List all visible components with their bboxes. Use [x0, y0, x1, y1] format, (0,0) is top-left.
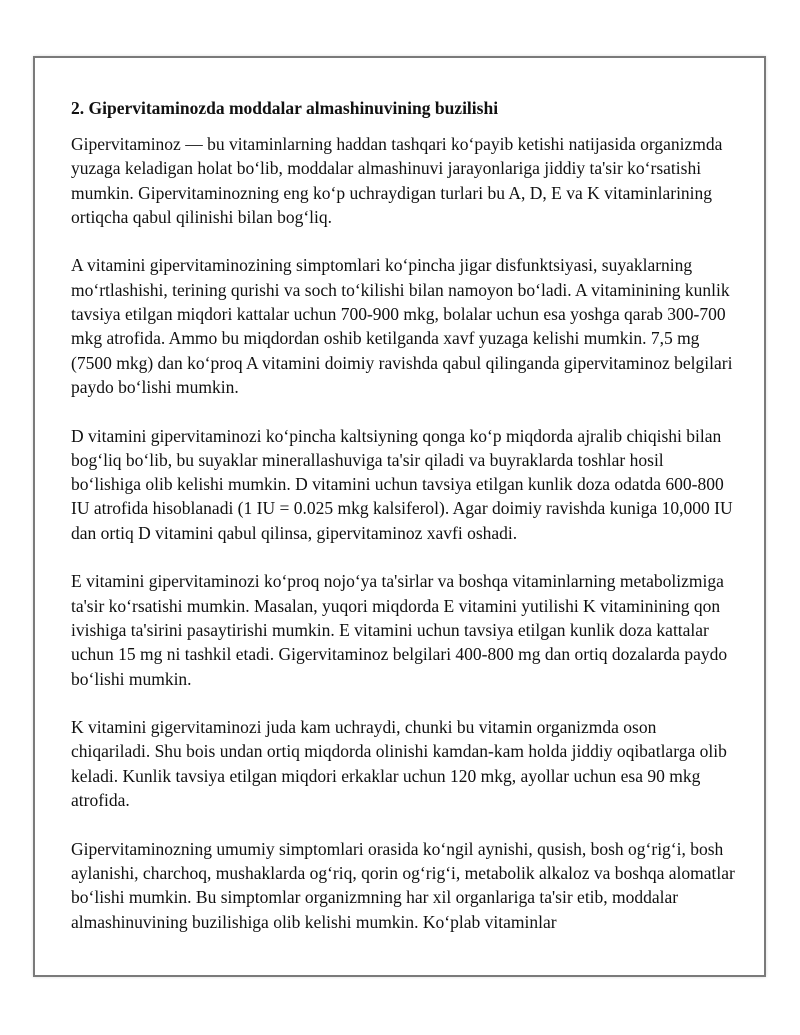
paragraph-vitamin-d: D vitamini gipervitaminozi koʻpincha kaltsiyning qonga koʻp miqdorda ajralib chiqishi bilan bogʻliq boʻlib, bu suyaklar minerallashuviga ta'sir qiladi va buyraklarda toshlar hosil boʻlishiga olib kelishi mumkin. D vitamini uchun tavsiya etilgan kunlik doza odatda 600-800 IU atrofida hisoblanadi (1 IU = 0.025 mkg kalsiferol). Agar doimiy ravishda kuniga 10,000 IU dan ortiq D vitamini qabul qilinsa, gipervitaminoz xavfi oshadi.	[71, 425, 733, 543]
paragraph-intro: Gipervitaminoz — bu vitaminlarning haddan tashqari koʻpayib ketishi natijasida organizmda yuzaga keladigan holat boʻlib, moddalar almashinuvi jarayonlariga jiddiy ta'sir koʻrsatishi mumkin. Gipervitaminozning eng koʻp uchraydigan turlari bu A, D, E va K vitaminlarining ortiqcha qabul qilinishi bilan bogʻliq.	[71, 134, 723, 227]
paragraph-general-symptoms: Gipervitaminozning umumiy simptomlari orasida koʻngil aynishi, qusish, bosh ogʻrigʻi, bosh aylanishi, charchoq, mushaklarda ogʻriq, qorin ogʻrigʻi, metabolik alkaloz va boshqa alomatlar boʻlishi mumkin. Bu simptomlar organizmning har xil organlariga ta'sir etib, moddalar almashinuvining buzilishiga olib kelishi mumkin. Koʻplab vitaminlar	[71, 838, 735, 932]
document-content	[71, 96, 735, 958]
paragraph-vitamin-k: K vitamini gigervitaminozi juda kam uchraydi, chunki bu vitamin organizmda oson chiqariladi. Shu bois undan ortiq miqdorda olinishi kamdan-kam holda jiddiy oqibatlarga olib keladi. Kunlik tavsiya etilgan miqdori erkaklar uchun 120 mkg, ayollar uchun esa 90 mkg atrofida.	[71, 717, 727, 811]
section-title: 2. Gipervitaminozda moddalar almashinuvining buzilishi	[71, 98, 499, 118]
document-page	[33, 56, 766, 977]
paragraph-vitamin-e: E vitamini gipervitaminozi koʻproq nojoʻya ta'sirlar va boshqa vitaminlarning metabolizmiga ta'sir koʻrsatishi mumkin. Masalan, yuqori miqdorda E vitamini yutilishi K vitaminining qon ivishiga ta'sirini pasaytirishi mumkin. E vitamini uchun tavsiya etilgan kunlik doza kattalar uchun 15 mg ni tashkil etadi. Gigervitaminoz belgilari 400-800 mg dan ortiq dozalarda paydo boʻlishi mumkin.	[71, 571, 728, 689]
paragraph-vitamin-a: A vitamini gipervitaminozining simptomlari koʻpincha jigar disfunktsiyasi, suyaklarning moʻrtlashishi, terining qurishi va soch toʻkilishi bilan namoyon boʻladi. A vitaminining kunlik tavsiya etilgan miqdori kattalar uchun 700-900 mkg, bolalar uchun esa yoshga qarab 300-700 mkg atrofida. Ammo bu miqdordan oshib ketilganda xavf yuzaga kelishi mumkin. 7,5 mg (7500 mkg) dan koʻproq A vitamini doimiy ravishda qabul qilinganda gipervitaminoz belgilari paydo boʻlishi mumkin.	[71, 255, 733, 397]
